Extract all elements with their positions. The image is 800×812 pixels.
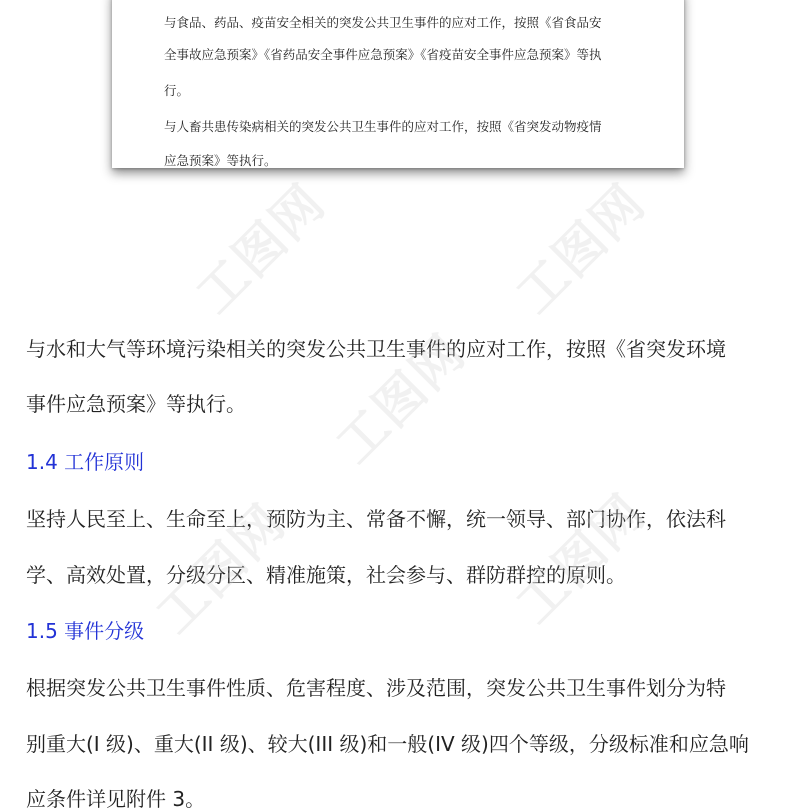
watermark: 工图网 bbox=[505, 173, 657, 325]
document-preview-card bbox=[112, 0, 684, 168]
paragraph-line: 别重大(I 级)、重大(II 级)、较大(III 级)和一般(IV 级)四个等级，分级标准和应急响 bbox=[26, 732, 749, 756]
paragraph-line: 坚持人民至上、生命至上，预防为主、常备不懈，统一领导、部门协作，依法科 bbox=[26, 507, 726, 531]
preview-line: 与人畜共患传染病相关的突发公共卫生事件的应对工作，按照《省突发动物疫情 bbox=[164, 119, 602, 134]
section-heading-1-5: 1.5 事件分级 bbox=[26, 619, 145, 643]
paragraph-line: 事件应急预案》等执行。 bbox=[26, 392, 246, 416]
preview-line: 行。 bbox=[164, 83, 190, 98]
watermark: 工图网 bbox=[505, 483, 657, 635]
watermark: 工图网 bbox=[145, 493, 297, 645]
paragraph-line: 学、高效处置，分级分区、精准施策，社会参与、群防群控的原则。 bbox=[26, 563, 626, 587]
watermark: 工图网 bbox=[325, 323, 477, 475]
paragraph-line: 与水和大气等环境污染相关的突发公共卫生事件的应对工作，按照《省突发环境 bbox=[26, 337, 726, 361]
watermark: 工图网 bbox=[185, 173, 337, 325]
preview-line: 全事故应急预案》《省药品安全事件应急预案》《省疫苗安全事件应急预案》等执 bbox=[164, 47, 602, 62]
section-heading-1-4: 1.4 工作原则 bbox=[26, 450, 145, 474]
paragraph-line: 应条件详见附件 3。 bbox=[26, 787, 206, 811]
preview-line: 应急预案》等执行。 bbox=[164, 153, 277, 168]
preview-line: 与食品、药品、疫苗安全相关的突发公共卫生事件的应对工作，按照《省食品安 bbox=[164, 15, 602, 30]
paragraph-line: 根据突发公共卫生事件性质、危害程度、涉及范围，突发公共卫生事件划分为特 bbox=[26, 676, 726, 700]
